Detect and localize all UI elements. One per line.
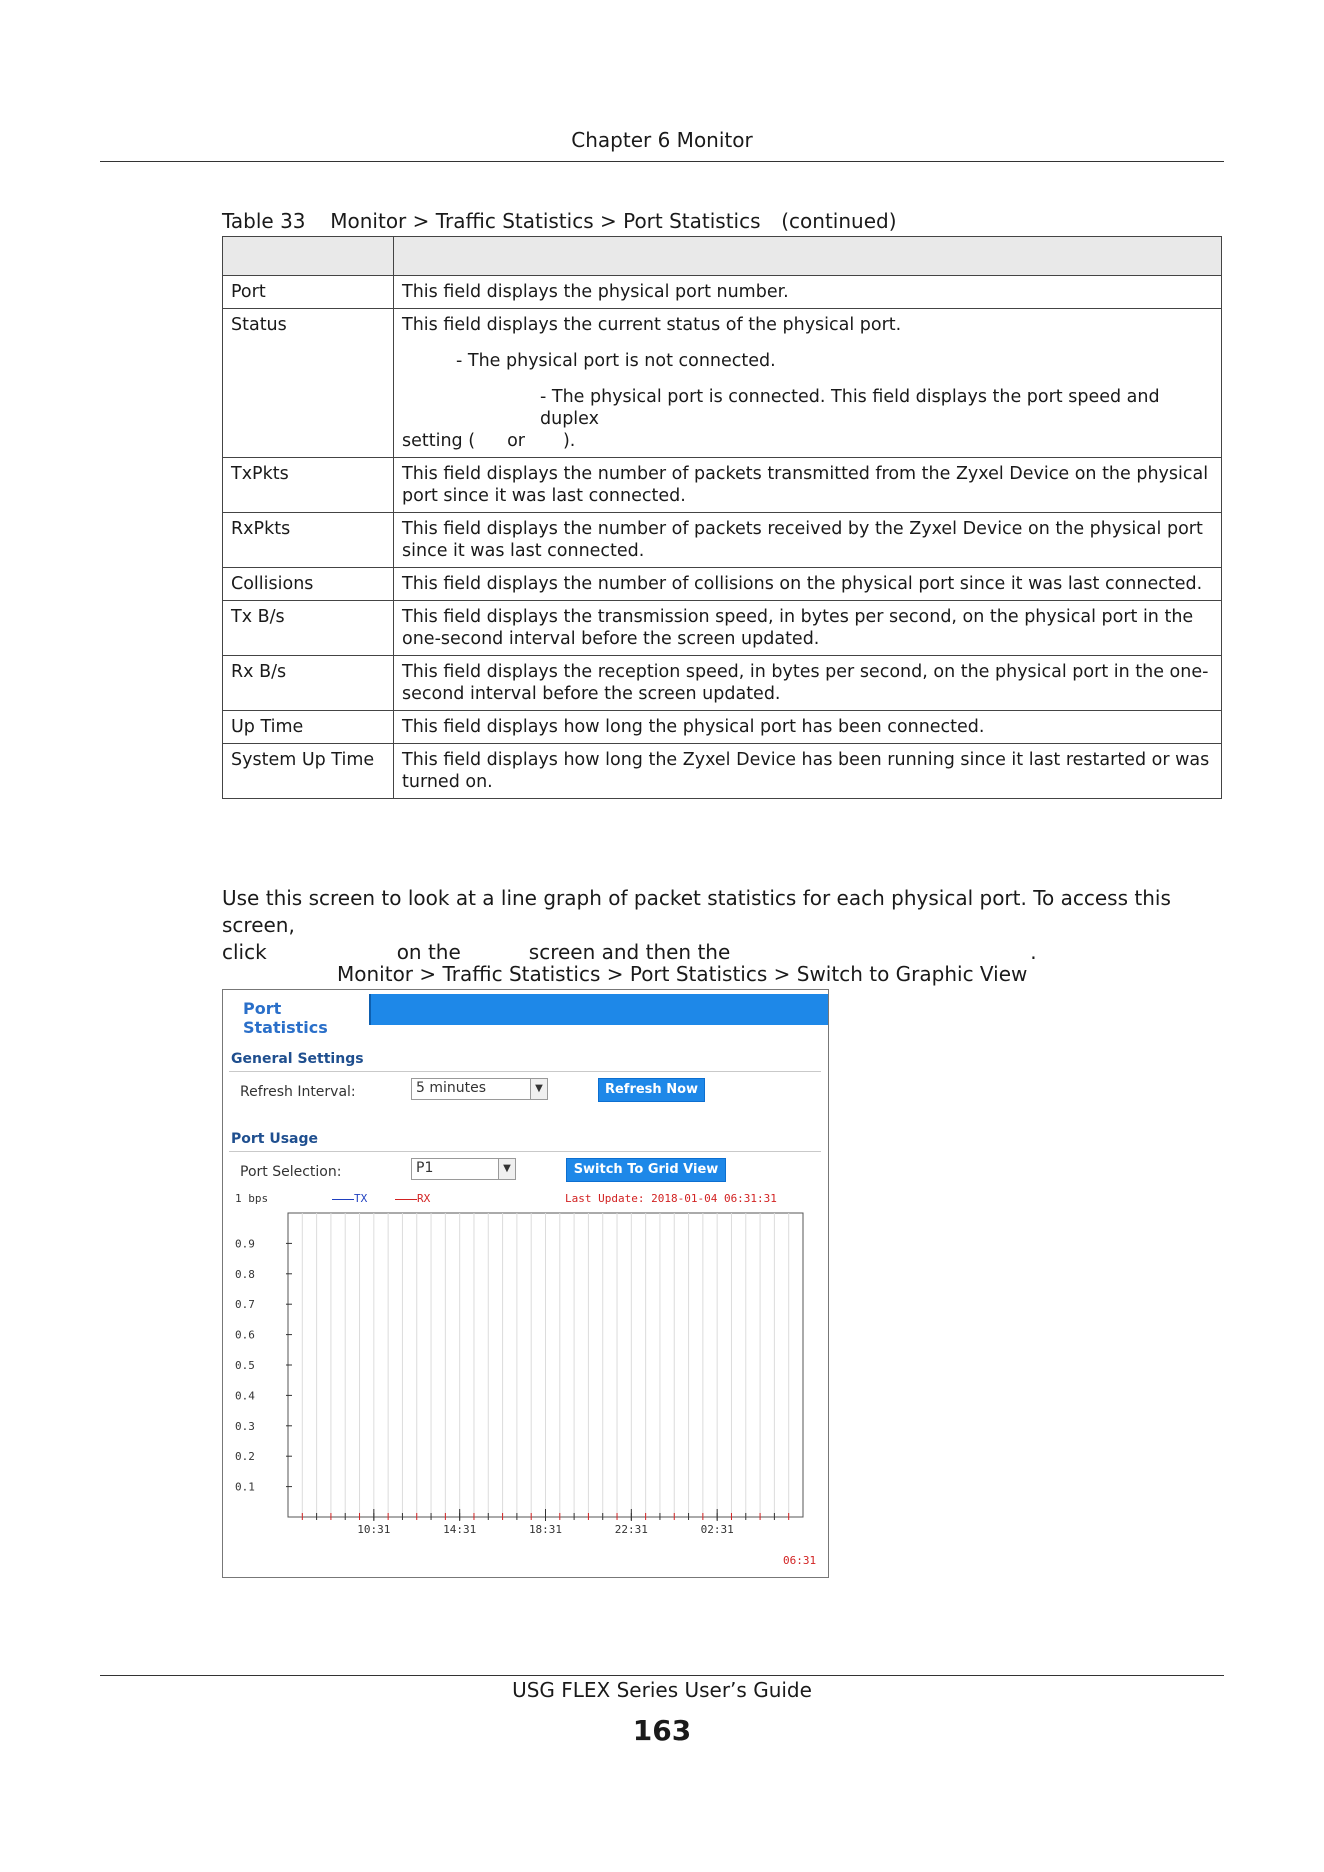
chart-end-time: 06:31 (783, 1554, 817, 1567)
intro-click: click (222, 940, 267, 964)
status-setting (402, 430, 1213, 452)
table-header-description (394, 237, 1222, 276)
status-setting-close: ). (562, 431, 576, 451)
status-down: - The physical port is not connected. (456, 351, 776, 371)
refresh-now-button[interactable]: Refresh Now (598, 1078, 705, 1102)
row-description: This field displays the reception speed, in bytes per second, on the physical port in the one-second interval before the screen updated. (394, 656, 1222, 711)
figure-caption: Monitor > Traffic Statistics > Port Statistics > Switch to Graphic View (337, 962, 1028, 986)
status-up: - The physical port is connected. This field displays the port speed and duplex (540, 387, 1160, 429)
row-label: Status (223, 309, 394, 458)
legend-tx-label: TX (354, 1192, 368, 1205)
x-tick-label: 18:31 (528, 1523, 563, 1536)
general-settings-rule (229, 1071, 821, 1072)
footer-rule (100, 1675, 1224, 1676)
row-description: This field displays the number of packets transmitted from the Zyxel Device on the physical port since it was last connected. (394, 458, 1222, 513)
row-description: This field displays how long the Zyxel Device has been running since it last restarted or was turned on. (394, 744, 1222, 799)
status-setting-text: setting ( (402, 431, 476, 451)
table-row (223, 458, 1222, 513)
chevron-down-icon: ▼ (530, 1079, 547, 1099)
last-update: Last Update: 2018-01-04 06:31:31 (565, 1192, 777, 1205)
table-row (223, 309, 1222, 458)
status-setting-or: or (507, 431, 525, 451)
table-row (223, 744, 1222, 799)
row-description: This field displays the number of collisions on the physical port since it was last connected. (394, 568, 1222, 601)
row-description (394, 309, 1222, 458)
row-label: Tx B/s (223, 601, 394, 656)
y-tick-label: 0.8 (235, 1267, 255, 1281)
row-description: This field displays the physical port number. (394, 276, 1222, 309)
legend-rx-label: RX (417, 1192, 431, 1205)
row-label: Port (223, 276, 394, 309)
unit-label: 1 bps (235, 1192, 269, 1205)
x-tick-label: 22:31 (614, 1523, 648, 1536)
table-caption-path: Monitor > Traffic Statistics > Port Statistics (330, 209, 761, 233)
refresh-interval-label: Refresh Interval: (240, 1084, 356, 1100)
tab-title: Port Statistics (243, 999, 328, 1037)
tab-port-statistics[interactable] (225, 992, 369, 1037)
header-rule (100, 161, 1224, 162)
general-settings-title: General Settings (231, 1051, 364, 1067)
row-label: Collisions (223, 568, 394, 601)
y-tick-label: 0.1 (235, 1480, 255, 1494)
port-statistics-table (222, 236, 1222, 799)
y-tick-label: 0.6 (235, 1328, 255, 1342)
switch-to-grid-view-button[interactable]: Switch To Grid View (566, 1158, 726, 1182)
port-selection-value: P1 (416, 1160, 434, 1176)
y-tick-label: 0.4 (235, 1389, 255, 1403)
table-row (223, 513, 1222, 568)
footer-guide-title: USG FLEX Series User’s Guide (512, 1678, 812, 1702)
x-tick-label: 10:31 (357, 1523, 391, 1536)
port-usage-title: Port Usage (231, 1131, 319, 1147)
page-number: 163 (632, 1714, 692, 1747)
row-label: Rx B/s (223, 656, 394, 711)
row-label: System Up Time (223, 744, 394, 799)
table-caption-number: Table 33 (222, 209, 306, 233)
port-statistics-screenshot (222, 989, 829, 1578)
table-caption (222, 209, 897, 233)
intro-paragraph (222, 885, 1232, 966)
row-description: This field displays the transmission speed, in bytes per second, on the physical port in the one-second interval before the screen updated. (394, 601, 1222, 656)
table-row (223, 568, 1222, 601)
table-row (223, 601, 1222, 656)
row-label: Up Time (223, 711, 394, 744)
table-row (223, 711, 1222, 744)
tab-bar (223, 992, 828, 1037)
legend-tx (332, 1192, 367, 1205)
legend-rx (395, 1192, 430, 1205)
y-tick-label: 0.9 (235, 1237, 255, 1251)
row-description: This field displays the number of packets received by the Zyxel Device on the physical port since it was last connected. (394, 513, 1222, 568)
refresh-interval-value: 5 minutes (416, 1080, 487, 1096)
port-usage-rule (229, 1151, 821, 1152)
x-tick-label: 14:31 (443, 1523, 477, 1536)
row-description: This field displays how long the physical port has been connected. (394, 711, 1222, 744)
port-selection-label: Port Selection: (240, 1164, 342, 1180)
table-caption-continued: (continued) (781, 209, 897, 233)
port-selection-select[interactable] (411, 1158, 516, 1180)
intro-line-1: Use this screen to look at a line graph of packet statistics for each physical port. To access this screen, (222, 886, 1171, 937)
intro-on-the: on the (396, 940, 461, 964)
table-row (223, 656, 1222, 711)
table-row (223, 276, 1222, 309)
row-label: RxPkts (223, 513, 394, 568)
table-header-label (223, 237, 394, 276)
x-tick-label: 02:31 (700, 1523, 734, 1536)
tab-bar-fill (371, 994, 828, 1025)
y-tick-label: 0.3 (235, 1419, 255, 1433)
chevron-down-icon: ▼ (498, 1159, 515, 1179)
refresh-interval-select[interactable] (411, 1078, 548, 1100)
y-tick-label: 0.2 (235, 1450, 255, 1464)
table-header-row (223, 237, 1222, 276)
y-tick-label: 0.5 (235, 1359, 255, 1372)
legend-rx-line (395, 1199, 417, 1200)
chapter-header: Chapter 6 Monitor (571, 128, 753, 152)
row-label: TxPkts (223, 458, 394, 513)
port-usage-chart (223, 1205, 828, 1585)
status-intro: This field displays the current status of the physical port. (402, 315, 902, 335)
y-tick-label: 0.7 (235, 1298, 255, 1312)
intro-screen: screen and then the (528, 940, 731, 964)
legend-tx-line (332, 1199, 354, 1200)
intro-period: . (1030, 940, 1037, 964)
